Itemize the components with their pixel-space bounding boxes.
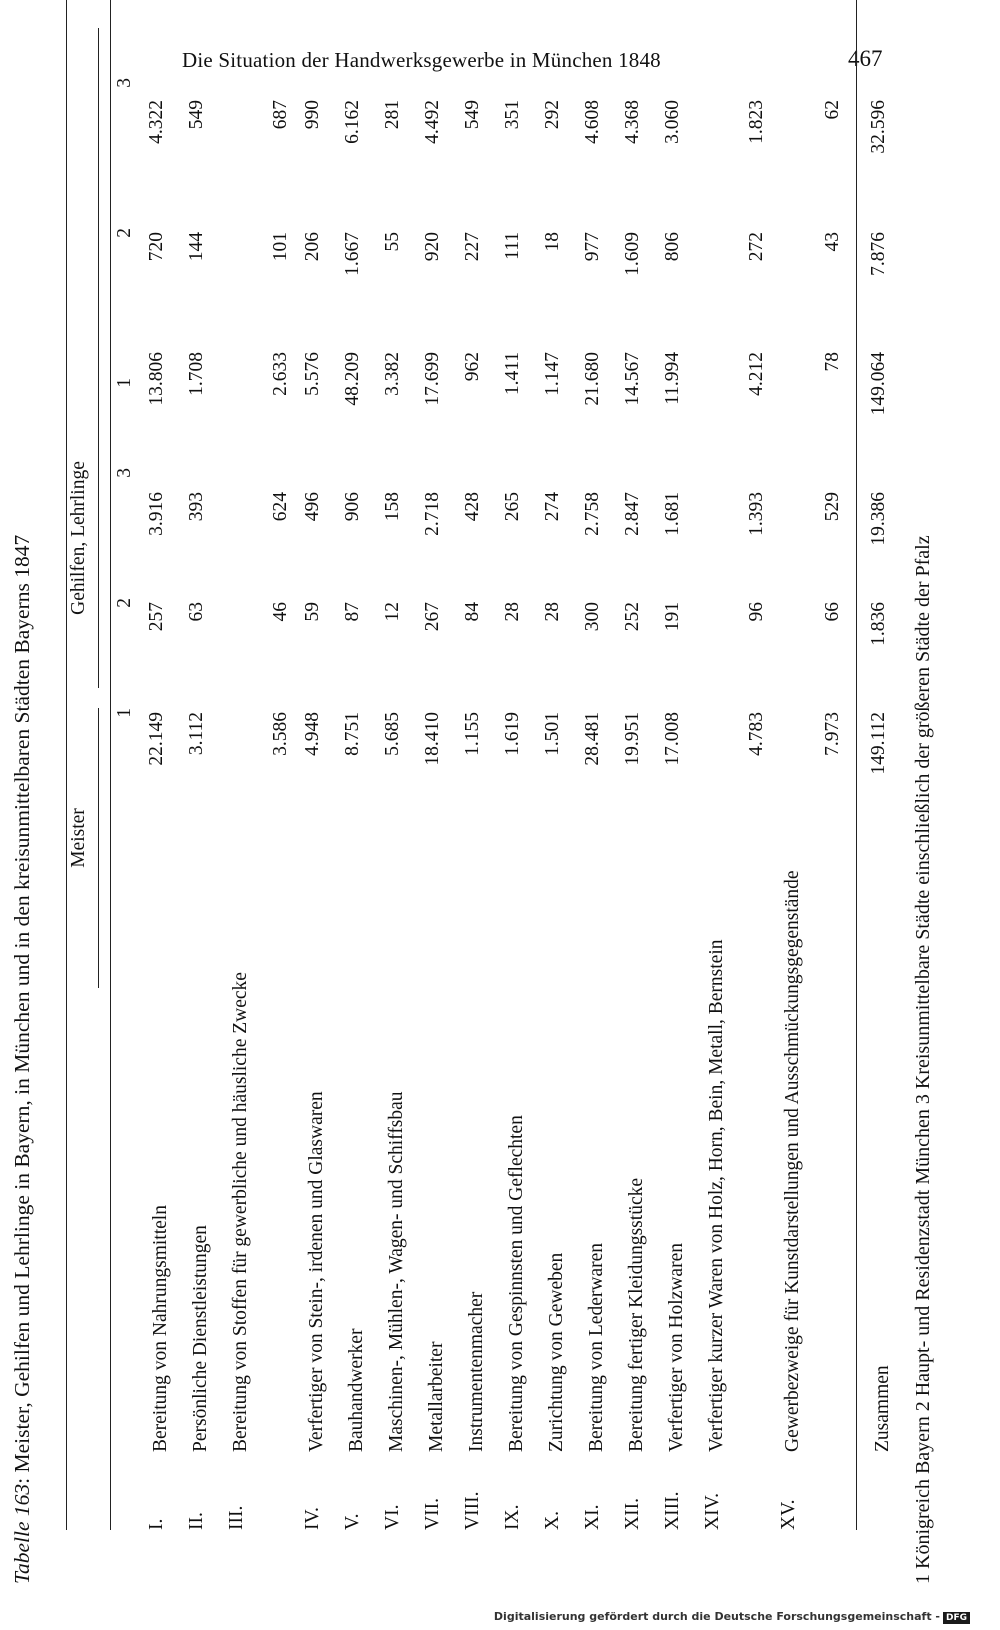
row-label: Bauhandwerker — [346, 1328, 367, 1452]
cell-value: 272 — [746, 232, 767, 262]
row-padding — [146, 0, 186, 100]
meister-group-rule — [98, 708, 99, 988]
row-numeral: X. — [542, 1511, 563, 1530]
cell-value: 14.567 — [622, 352, 643, 406]
table-caption-label: Tabelle 163 — [10, 1483, 34, 1584]
row-label: Bereitung fertiger Kleidungsstücke — [626, 1178, 647, 1452]
cell-value: 1.667 — [342, 232, 363, 276]
table-caption — [10, 535, 35, 1584]
cell-value: 281 — [382, 100, 403, 130]
cell-value: 19.951 — [622, 712, 643, 766]
cell-value: 4.322 — [146, 100, 167, 144]
row-numeral: II. — [186, 1512, 207, 1530]
cell-value: 13.806 — [146, 352, 167, 406]
page-number: 467 — [848, 46, 883, 71]
cell-value: 1.681 — [662, 492, 683, 536]
row-numeral: IV. — [302, 1507, 323, 1530]
cell-value: 549 — [186, 100, 207, 130]
row-numeral: VI. — [382, 1504, 403, 1530]
cell-value: 1.147 — [542, 352, 563, 396]
row-label: Persönliche Dienstleistungen — [190, 1225, 211, 1452]
cell-value: 59 — [302, 602, 323, 622]
row-padding — [662, 0, 702, 100]
total-row — [868, 0, 908, 1530]
table-row — [302, 0, 342, 1530]
cell-value: 529 — [822, 492, 843, 522]
cell-value: 11.994 — [662, 352, 683, 405]
header-bottom-rule — [110, 0, 111, 1530]
cell-value: 3.060 — [662, 100, 683, 144]
cell-value: 101 — [270, 232, 291, 262]
total-rule — [856, 0, 857, 1530]
row-label: Verfertiger von Stein-, irdenen und Glaswaren — [306, 1091, 327, 1452]
row-numeral: V. — [342, 1513, 363, 1530]
cell-value: 1.393 — [746, 492, 767, 536]
cell-value: 3.916 — [146, 492, 167, 536]
row-label: Verfertiger von Holzwaren — [666, 1243, 687, 1452]
cell-value: 2.633 — [270, 352, 291, 396]
total-value: 7.876 — [868, 232, 889, 276]
cell-value: 66 — [822, 602, 843, 622]
row-padding — [542, 0, 582, 100]
cell-value: 5.576 — [302, 352, 323, 396]
row-label: Bereitung von Stoffen für gewerbliche und häusliche Zwecke — [230, 972, 251, 1452]
top-rule — [66, 0, 67, 1530]
cell-value: 46 — [270, 602, 291, 622]
cell-value: 55 — [382, 232, 403, 252]
total-numeral-empty — [868, 1452, 908, 1530]
cell-value: 1.155 — [462, 712, 483, 756]
dfg-logo: DFG — [943, 1612, 970, 1624]
row-numeral: VII. — [422, 1498, 443, 1530]
row-padding — [302, 0, 342, 100]
cell-value: 7.973 — [822, 712, 843, 756]
table-row — [502, 0, 542, 1530]
row-padding — [462, 0, 502, 100]
cell-value: 4.608 — [582, 100, 603, 144]
row-padding — [582, 0, 622, 100]
cell-value: 428 — [462, 492, 483, 522]
table-row — [342, 0, 382, 1530]
row-label: Maschinen-, Mühlen-, Wagen- und Schiffsbau — [386, 1091, 407, 1452]
row-label: Bereitung von Nahrungsmitteln — [150, 1205, 171, 1452]
cell-value: 496 — [302, 492, 323, 522]
table-row — [662, 0, 702, 1530]
cell-value: 1.501 — [542, 712, 563, 756]
col-header-gehilfen-3: 3 — [114, 78, 135, 88]
total-value: 19.386 — [868, 492, 889, 546]
cell-value: 5.685 — [382, 712, 403, 756]
cell-value: 111 — [502, 232, 523, 260]
cell-value: 4.948 — [302, 712, 323, 756]
cell-value: 158 — [382, 492, 403, 522]
cell-value: 6.162 — [342, 100, 363, 144]
cell-value: 624 — [270, 492, 291, 522]
row-padding — [422, 0, 462, 100]
total-value: 149.064 — [868, 352, 889, 416]
cell-value: 300 — [582, 602, 603, 632]
cell-value: 1.411 — [502, 352, 523, 396]
cell-value: 393 — [186, 492, 207, 522]
cell-value: 1.619 — [502, 712, 523, 756]
cell-value: 21.680 — [582, 352, 603, 406]
cell-value: 2.758 — [582, 492, 603, 536]
col-header-meister-3: 3 — [114, 468, 135, 478]
credit-text: Digitalisierung gefördert durch die Deutsche Forschungsgemeinschaft - — [493, 1610, 940, 1623]
row-numeral: XII. — [622, 1498, 643, 1530]
row-label: Zurichtung von Geweben — [546, 1252, 567, 1452]
data-table — [146, 0, 908, 1530]
table-row — [422, 0, 462, 1530]
row-padding — [868, 0, 908, 100]
total-label: Zusammen — [872, 1365, 893, 1452]
digitization-credit — [494, 1610, 970, 1624]
cell-value: 22.149 — [146, 712, 167, 766]
cell-value: 18.410 — [422, 712, 443, 766]
cell-value: 78 — [822, 352, 843, 372]
cell-value: 28 — [542, 602, 563, 622]
cell-value: 12 — [382, 602, 403, 622]
table-row — [462, 0, 502, 1530]
cell-value: 920 — [422, 232, 443, 262]
col-header-gehilfen-1: 1 — [114, 378, 135, 388]
table-row — [226, 0, 302, 1530]
cell-value: 96 — [746, 602, 767, 622]
cell-value: 257 — [146, 602, 167, 632]
cell-value: 990 — [302, 100, 323, 130]
row-label: Metallarbeiter — [426, 1341, 447, 1452]
cell-value: 63 — [186, 602, 207, 622]
total-value: 32.596 — [868, 100, 889, 154]
cell-value: 806 — [662, 232, 683, 262]
row-padding — [382, 0, 422, 100]
row-padding — [186, 0, 226, 100]
cell-value: 3.586 — [270, 712, 291, 756]
cell-value: 8.751 — [342, 712, 363, 756]
table-caption-text: : Meister, Gehilfen und Lehrlinge in Bayern, in München und in den kreisunmittelbaren Städten Bayerns 1847 — [10, 534, 34, 1484]
row-numeral: XIII. — [662, 1491, 683, 1530]
cell-value: 28.481 — [582, 712, 603, 766]
cell-value: 351 — [502, 100, 523, 130]
cell-value: 3.382 — [382, 352, 403, 396]
row-padding — [778, 0, 854, 100]
col-header-gehilfen-2: 2 — [114, 228, 135, 238]
cell-value: 227 — [462, 232, 483, 262]
cell-value: 1.823 — [746, 100, 767, 144]
cell-value: 144 — [186, 232, 207, 262]
table-row — [382, 0, 422, 1530]
row-numeral: XI. — [582, 1504, 603, 1530]
table-row — [702, 0, 778, 1530]
cell-value: 252 — [622, 602, 643, 632]
cell-value: 191 — [662, 602, 683, 632]
cell-value: 43 — [822, 232, 843, 252]
table-row — [622, 0, 662, 1530]
cell-value: 4.212 — [746, 352, 767, 396]
table-row — [542, 0, 582, 1530]
table-row — [146, 0, 186, 1530]
running-header: Die Situation der Handwerksgewerbe in München 1848 — [182, 48, 661, 72]
cell-value: 2.718 — [422, 492, 443, 536]
row-padding — [622, 0, 662, 100]
cell-value: 1.708 — [186, 352, 207, 396]
total-value: 149.112 — [868, 712, 889, 775]
row-numeral: III. — [226, 1505, 247, 1530]
cell-value: 62 — [822, 100, 843, 120]
cell-value: 549 — [462, 100, 483, 130]
row-numeral: I. — [146, 1518, 167, 1530]
group-header-gehilfen: Gehilfen, Lehrlinge — [68, 461, 89, 615]
rotated-table-page — [6, 0, 956, 1588]
cell-value: 720 — [146, 232, 167, 262]
row-label: Verfertiger kurzer Waren von Holz, Horn, Bein, Metall, Bernstein — [706, 939, 727, 1452]
cell-value: 292 — [542, 100, 563, 130]
cell-value: 1.609 — [622, 232, 643, 276]
cell-value: 17.699 — [422, 352, 443, 406]
cell-value: 977 — [582, 232, 603, 262]
total-value: 1.836 — [868, 602, 889, 646]
cell-value: 274 — [542, 492, 563, 522]
cell-value: 87 — [342, 602, 363, 622]
row-label: Gewerbezweige für Kunstdarstellungen und Ausschmückungsgegenstände — [782, 870, 803, 1452]
col-header-meister-2: 2 — [114, 598, 135, 608]
cell-value: 28 — [502, 602, 523, 622]
cell-value: 265 — [502, 492, 523, 522]
row-padding — [342, 0, 382, 100]
cell-value: 18 — [542, 232, 563, 252]
cell-value: 84 — [462, 602, 483, 622]
row-numeral: XIV. — [702, 1492, 723, 1530]
row-label: Bereitung von Lederwaren — [586, 1243, 607, 1452]
cell-value: 4.783 — [746, 712, 767, 756]
table-row — [778, 0, 854, 1530]
row-padding — [502, 0, 542, 100]
col-header-meister-1: 1 — [114, 708, 135, 718]
cell-value: 962 — [462, 352, 483, 382]
cell-value: 206 — [302, 232, 323, 262]
row-numeral: IX. — [502, 1504, 523, 1530]
cell-value: 4.368 — [622, 100, 643, 144]
cell-value: 906 — [342, 492, 363, 522]
cell-value: 267 — [422, 602, 443, 632]
table-row — [582, 0, 622, 1530]
row-label: Instrumentenmacher — [466, 1291, 487, 1452]
cell-value: 3.112 — [186, 712, 207, 756]
row-numeral: VIII. — [462, 1491, 483, 1530]
cell-value: 17.008 — [662, 712, 683, 766]
row-padding — [226, 0, 302, 100]
cell-value: 48.209 — [342, 352, 363, 406]
group-header-meister: Meister — [68, 808, 89, 868]
table-footnote: 1 Königreich Bayern 2 Haupt- und Residenzstadt München 3 Kreisunmittelbare Städte einschließlich der größeren Städte der Pfalz — [912, 535, 934, 1584]
row-numeral: XV. — [778, 1499, 799, 1530]
cell-value: 4.492 — [422, 100, 443, 144]
row-padding — [702, 0, 778, 100]
cell-value: 687 — [270, 100, 291, 130]
gehilfen-group-rule — [98, 28, 99, 688]
table-row — [186, 0, 226, 1530]
row-label: Bereitung von Gespinnsten und Geflechten — [506, 1115, 527, 1452]
cell-value: 2.847 — [622, 492, 643, 536]
